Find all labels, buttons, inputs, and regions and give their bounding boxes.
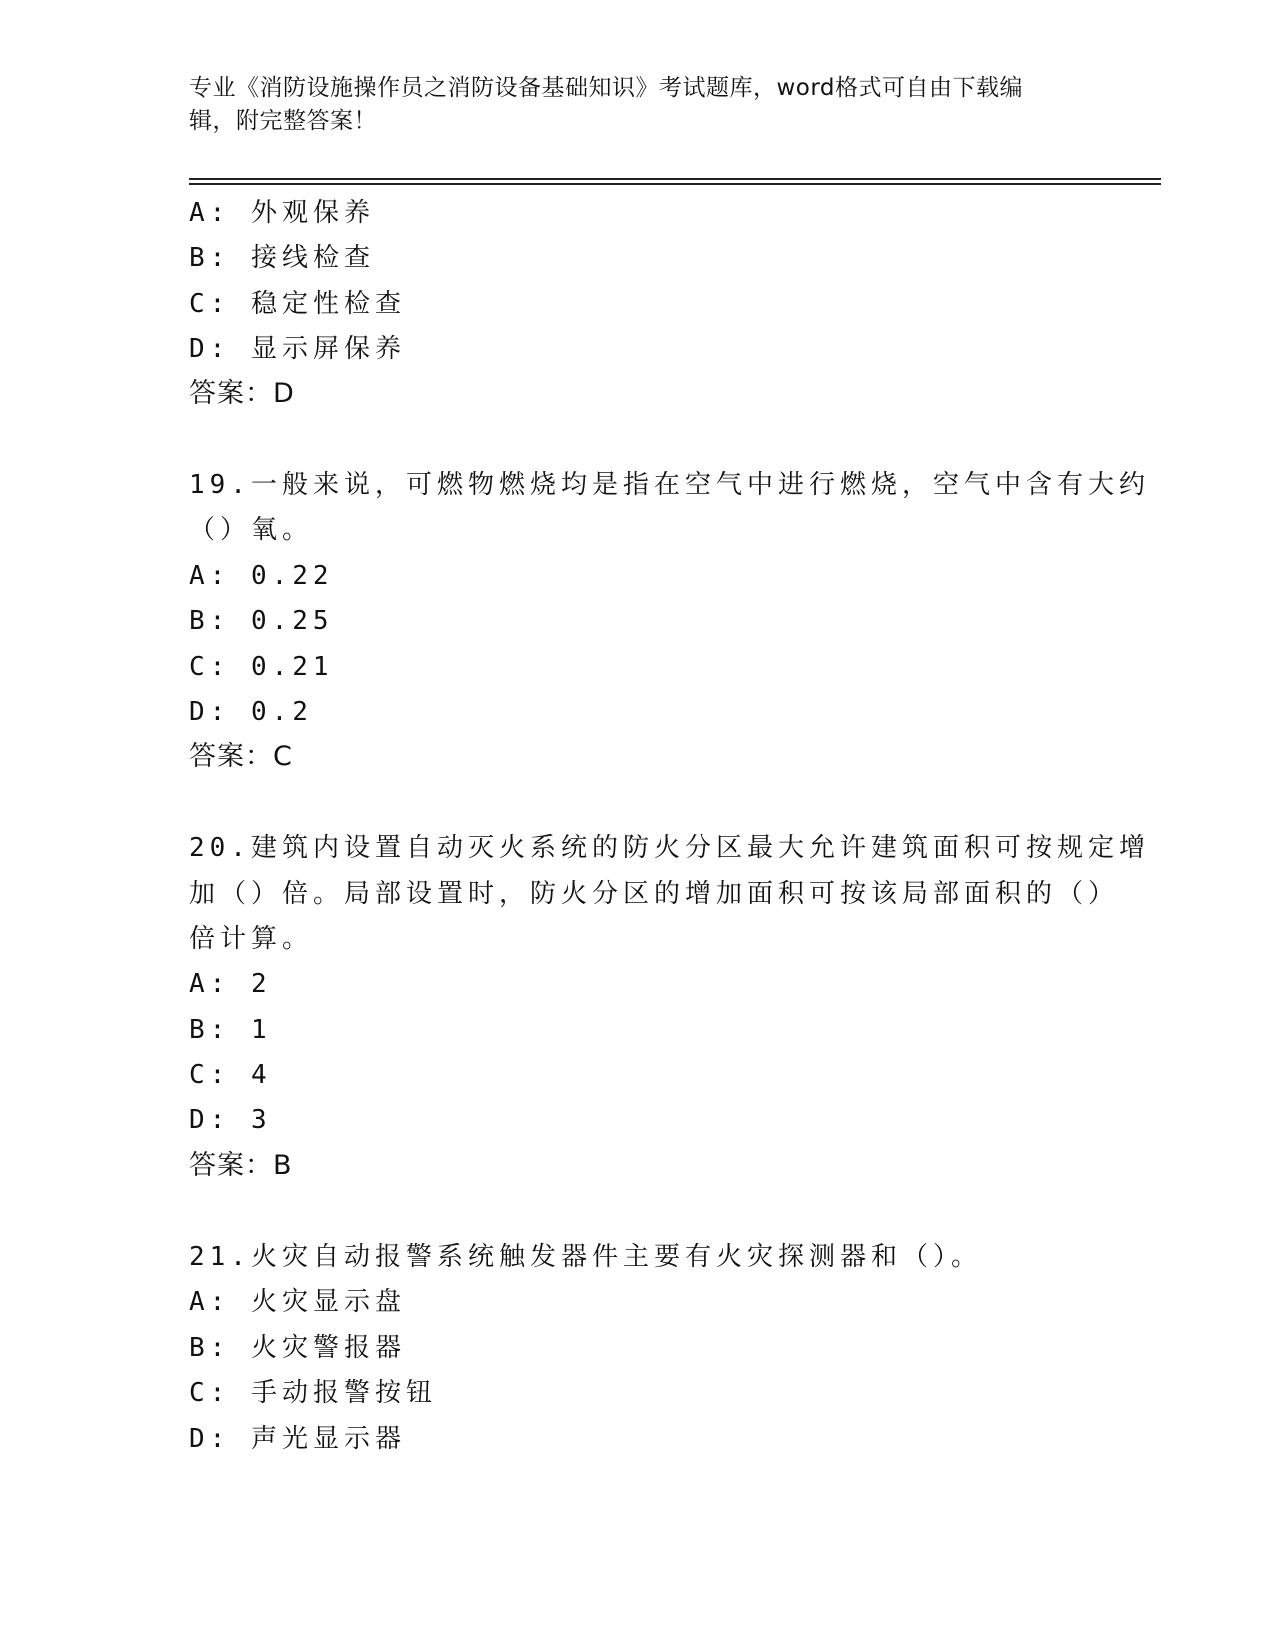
q19-option-c: C: 0.21 (189, 652, 334, 682)
q18-option-c: C: 稳定性检查 (189, 289, 406, 319)
q19-stem-line-2: （）氧。 (189, 515, 314, 545)
q18-option-d: D: 显示屏保养 (189, 334, 406, 364)
q20-option-b: B: 1 (189, 1015, 272, 1045)
document-header (189, 72, 1089, 138)
q21-stem-line-1: 21.火灾自动报警系统触发器件主要有火灾探测器和（）。 (189, 1242, 982, 1272)
header-line-2: 辑，附完整答案！ (189, 108, 377, 134)
q19-answer: 答案：C (189, 741, 293, 772)
header-line-1: 专业《消防设施操作员之消防设备基础知识》考试题库，word格式可自由下载编 (189, 75, 1024, 101)
header-divider-bottom (189, 183, 1161, 185)
q20-stem-line-2: 加（）倍。局部设置时，防火分区的增加面积可按该局部面积的（） (189, 879, 1120, 909)
q20-stem-line-1: 20.建筑内设置自动灭火系统的防火分区最大允许建筑面积可按规定增 (189, 833, 1150, 863)
q20-option-d: D: 3 (189, 1105, 272, 1135)
q20-stem-line-3: 倍计算。 (189, 924, 314, 954)
q18-option-b: B: 接线检查 (189, 243, 375, 273)
q19-stem-line-1: 19.一般来说，可燃物燃烧均是指在空气中进行燃烧，空气中含有大约 (189, 470, 1150, 500)
q20-option-c: C: 4 (189, 1060, 272, 1090)
q18-answer: 答案：D (189, 378, 295, 409)
q18-option-a: A: 外观保养 (189, 198, 375, 228)
q21-option-d: D: 声光显示器 (189, 1424, 406, 1454)
q19-option-d: D: 0.2 (189, 697, 313, 727)
q20-answer: 答案：B (189, 1150, 293, 1181)
q21-option-b: B: 火灾警报器 (189, 1333, 406, 1363)
q20-option-a: A: 2 (189, 969, 272, 999)
q21-option-c: C: 手动报警按钮 (189, 1378, 437, 1408)
header-divider-top (189, 178, 1161, 180)
q19-option-b: B: 0.25 (189, 606, 334, 636)
q21-option-a: A: 火灾显示盘 (189, 1287, 406, 1317)
q19-option-a: A: 0.22 (189, 561, 334, 591)
